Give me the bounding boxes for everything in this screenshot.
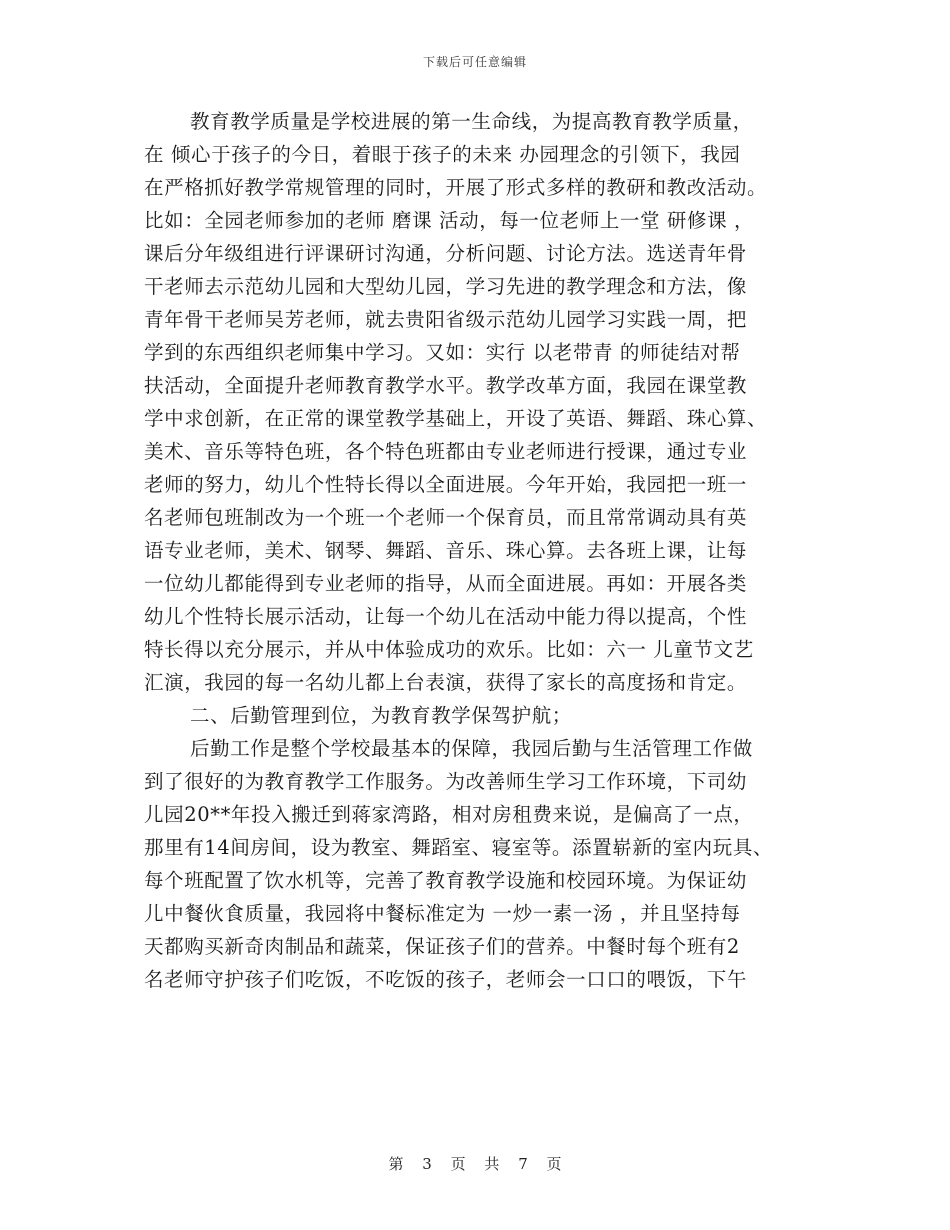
paragraph-line: 语专业老师，美术、钢琴、舞蹈、音乐、珠心算。去各班上课，让每 [144, 539, 748, 562]
paragraph-line: 儿中餐伙食质量，我园将中餐标准定为 一炒一素一汤 ，并且坚持每 [144, 902, 741, 925]
page-total-prefix: 共 [484, 1155, 500, 1173]
paragraph-line: 课后分年级组进行评课研讨沟通，分析问题、讨论方法。选送青年骨 [144, 242, 748, 265]
paragraph-line: 教育教学质量是学校进展的第一生命线，为提高教育教学质量， [190, 110, 753, 133]
paragraph-line: 学中求创新，在正常的课堂教学基础上，开设了英语、舞蹈、珠心算、 [144, 407, 768, 430]
paragraph-line: 干老师去示范幼儿园和大型幼儿园，学习先进的教学理念和方法，像 [144, 275, 748, 298]
section-heading: 二、后勤管理到位，为教育教学保驾护航； [190, 704, 572, 727]
page-number-unit: 页 [450, 1155, 466, 1173]
page-header: 下载后可任意编辑 [422, 55, 527, 69]
page-number-prefix: 第 [388, 1155, 404, 1173]
page-footer [0, 1153, 950, 1174]
paragraph-line: 儿园20**年投入搬迁到蒋家湾路，相对房租费来说，是偏高了一点， [144, 803, 754, 826]
paragraph-line: 学到的东西组织老师集中学习。又如：实行 以老带青 的师徒结对帮 [144, 341, 741, 364]
paragraph-line: 老师的努力，幼儿个性特长得以全面进展。今年开始，我园把一班一 [144, 473, 748, 496]
paragraph-line: 青年骨干老师吴芳老师，就去贵阳省级示范幼儿园学习实践一周，把 [144, 308, 748, 331]
paragraph-line: 汇演，我园的每一名幼儿都上台表演，获得了家长的高度扬和肯定。 [144, 671, 748, 694]
paragraph-line: 比如：全园老师参加的老师 磨课 活动，每一位老师上一堂 研修课 ， [144, 209, 755, 232]
document-body [144, 105, 804, 996]
paragraph-line: 后勤工作是整个学校最基本的保障，我园后勤与生活管理工作做 [190, 737, 753, 760]
current-page-number: 3 [422, 1155, 432, 1173]
paragraph-line: 特长得以充分展示，并从中体验成功的欢乐。比如：六一 儿童节文艺 [144, 638, 754, 661]
paragraph-line: 那里有14间房间，设为教室、舞蹈室、寝室等。添置崭新的室内玩具、 [144, 836, 774, 859]
paragraph-line: 每个班配置了饮水机等，完善了教育教学设施和校园环境。为保证幼 [144, 869, 748, 892]
paragraph-line: 在 倾心于孩子的今日，着眼于孩子的未来 办园理念的引领下，我园 [144, 143, 741, 166]
paragraph-line: 一位幼儿都能得到专业老师的指导，从而全面进展。再如：开展各类 [144, 572, 748, 595]
paragraph-line: 天都购买新奇肉制品和蔬菜，保证孩子们的营养。中餐时每个班有2 [144, 935, 740, 958]
paragraph-line: 名老师包班制改为一个班一个老师一个保育员，而且常常调动具有英 [144, 506, 748, 529]
paragraph-line: 幼儿个性特长展示活动，让每一个幼儿在活动中能力得以提高，个性 [144, 605, 748, 628]
paragraph-line: 在严格抓好教学常规管理的同时，开展了形式多样的教研和教改活动。 [144, 176, 768, 199]
total-page-number: 7 [518, 1155, 528, 1173]
page-total-unit: 页 [546, 1155, 562, 1173]
paragraph-line: 名老师守护孩子们吃饭，不吃饭的孩子，老师会一口口的喂饭，下午 [144, 968, 748, 991]
paragraph-line: 美术、音乐等特色班，各个特色班都由专业老师进行授课，通过专业 [144, 440, 748, 463]
paragraph-line: 到了很好的为教育教学工作服务。为改善师生学习工作环境，下司幼 [144, 770, 748, 793]
paragraph-line: 扶活动，全面提升老师教育教学水平。教学改革方面，我园在课堂教 [144, 374, 748, 397]
